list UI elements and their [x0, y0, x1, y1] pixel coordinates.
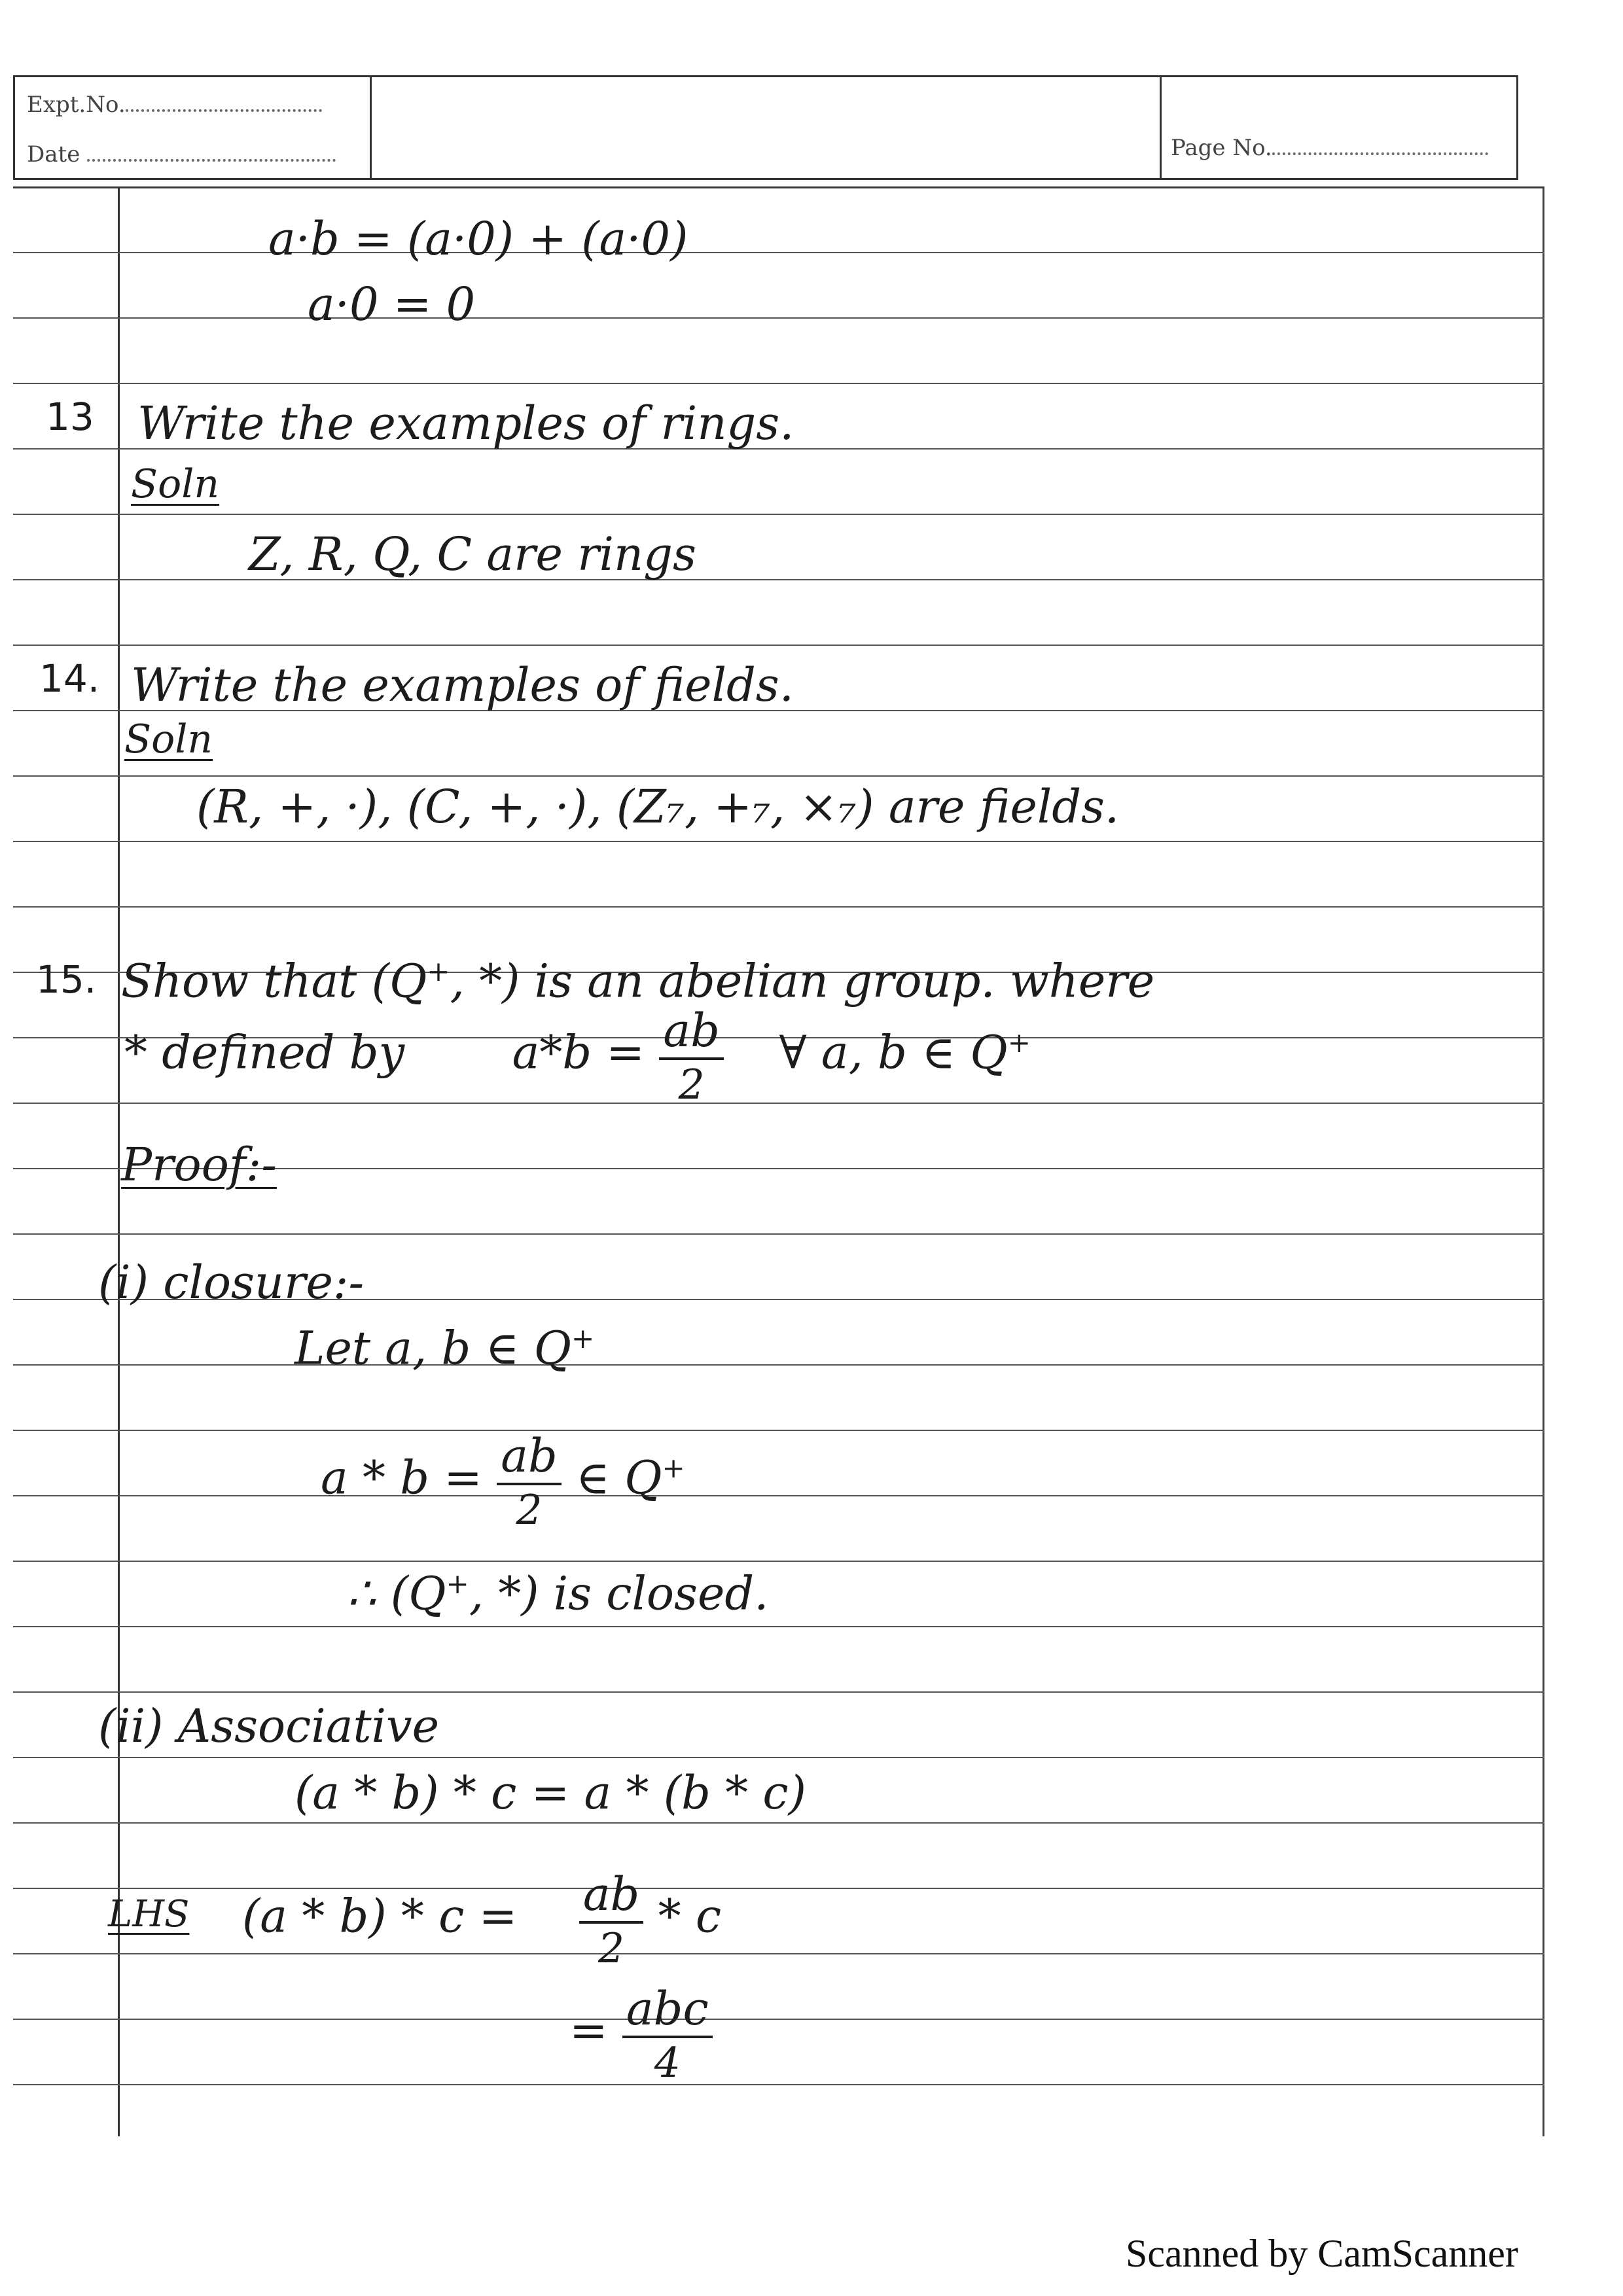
q15-part-b: , *) is an abelian group. where — [450, 954, 1155, 1008]
rule-line — [13, 2019, 1544, 2020]
rule-line — [13, 579, 1544, 580]
lhs-step-1 — [242, 1867, 722, 1972]
q15-fraction — [659, 1004, 724, 1108]
camscanner-watermark: Scanned by CamScanner — [1126, 2232, 1518, 2275]
closure-conclusion — [347, 1566, 769, 1621]
rule-line — [13, 2084, 1544, 2085]
rule-line — [13, 1822, 1544, 1824]
closure-element-superscript: + — [662, 1452, 685, 1485]
equation-line-2: a·0 = 0 — [308, 277, 476, 331]
rule-line — [13, 1233, 1544, 1235]
header-right-cell — [1160, 77, 1516, 178]
lhs-label: LHS — [108, 1893, 190, 1935]
closure-ab-eq: a * b = — [321, 1451, 482, 1505]
closure-fraction-numerator: ab — [497, 1433, 562, 1485]
date-dots — [87, 155, 336, 162]
rule-line — [13, 1430, 1544, 1431]
expt-no-dots — [126, 105, 322, 112]
q15-part-a: Show that (Q — [121, 954, 427, 1008]
rule-line — [13, 841, 1544, 842]
lhs-fraction-denominator: 2 — [598, 1924, 625, 1972]
solution-label-14: Soln — [124, 716, 213, 762]
closure-fraction — [497, 1429, 562, 1534]
rule-line — [13, 1757, 1544, 1758]
page-no-label — [1171, 135, 1488, 161]
closure-element-of: ∈ Q — [576, 1451, 662, 1505]
lhs-step-2 — [569, 1982, 713, 2087]
q15-operation: a*b = — [512, 1025, 645, 1080]
closure-conclusion-a: ∴ (Q — [347, 1566, 446, 1621]
question-15-definition — [124, 1004, 1031, 1108]
rule-line — [13, 645, 1544, 646]
closure-let-superscript: + — [571, 1322, 595, 1354]
question-14-number: 14. — [39, 656, 100, 701]
question-15-number: 15. — [36, 957, 97, 1002]
closure-fraction-denominator: 2 — [516, 1486, 543, 1534]
associative-heading: (ii) Associative — [98, 1699, 440, 1753]
answer-14: (R, +, ·), (C, +, ·), (Z₇, +₇, ×₇) are fields. — [196, 780, 1120, 834]
q15-fraction-denominator: 2 — [678, 1061, 705, 1108]
lhs-fraction-numerator: ab — [579, 1871, 644, 1924]
answer-13: Z, R, Q, C are rings — [249, 527, 696, 581]
date-label — [27, 141, 336, 168]
rule-line — [13, 775, 1544, 777]
lhs-expression: (a * b) * c = — [242, 1889, 518, 1943]
header-left-cell — [15, 77, 372, 178]
rule-line — [13, 1691, 1544, 1693]
closure-let-text: Let a, b ∈ Q — [294, 1321, 572, 1375]
page-no-text: Page No. — [1171, 135, 1272, 161]
lhs-step-2-numerator: abc — [622, 1986, 713, 2038]
rule-line — [13, 1495, 1544, 1496]
solution-label-13: Soln — [131, 461, 220, 507]
header-box — [13, 75, 1518, 180]
margin-line — [118, 186, 120, 2136]
date-text: Date — [27, 141, 80, 168]
lhs-fraction — [579, 1867, 644, 1972]
closure-equation — [321, 1429, 685, 1534]
q15-fraction-numerator: ab — [659, 1008, 724, 1060]
q15-forall: ∀ a, b ∈ Q — [779, 1025, 1008, 1080]
rule-line — [13, 186, 1544, 188]
associative-equation: (a * b) * c = a * (b * c) — [294, 1766, 806, 1820]
rule-line — [13, 252, 1544, 253]
question-15-text — [121, 954, 1155, 1008]
expt-no-text: Expt.No. — [27, 92, 126, 118]
expt-no-label — [27, 92, 322, 118]
closure-let — [294, 1321, 595, 1375]
closure-conclusion-b: , *) is closed. — [469, 1566, 769, 1621]
lhs-step-2-denominator: 4 — [654, 2039, 681, 2087]
lhs-step-2-equals: = — [569, 2004, 608, 2058]
rule-line — [13, 1561, 1544, 1562]
proof-heading: Proof:- — [121, 1138, 277, 1192]
lhs-step-2-fraction — [622, 1982, 713, 2087]
lhs-star-c: * c — [658, 1889, 722, 1943]
q15-defined-by: * defined by — [124, 1025, 405, 1080]
rule-line — [13, 906, 1544, 908]
closure-conclusion-superscript: + — [446, 1568, 469, 1600]
q15-superscript: + — [427, 955, 450, 987]
closure-heading: (i) closure:- — [98, 1256, 365, 1309]
rule-line — [13, 317, 1544, 319]
q15-forall-superscript: + — [1007, 1027, 1031, 1059]
rule-line — [13, 514, 1544, 515]
question-13-text: Write the examples of rings. — [137, 397, 794, 450]
question-13-number: 13 — [46, 395, 94, 439]
rule-line — [13, 383, 1544, 384]
page-no-dots — [1272, 149, 1488, 155]
rule-line — [13, 1626, 1544, 1627]
equation-line-1: a·b = (a·0) + (a·0) — [268, 212, 688, 266]
rule-line — [13, 1364, 1544, 1366]
question-14-text: Write the examples of fields. — [131, 658, 794, 712]
